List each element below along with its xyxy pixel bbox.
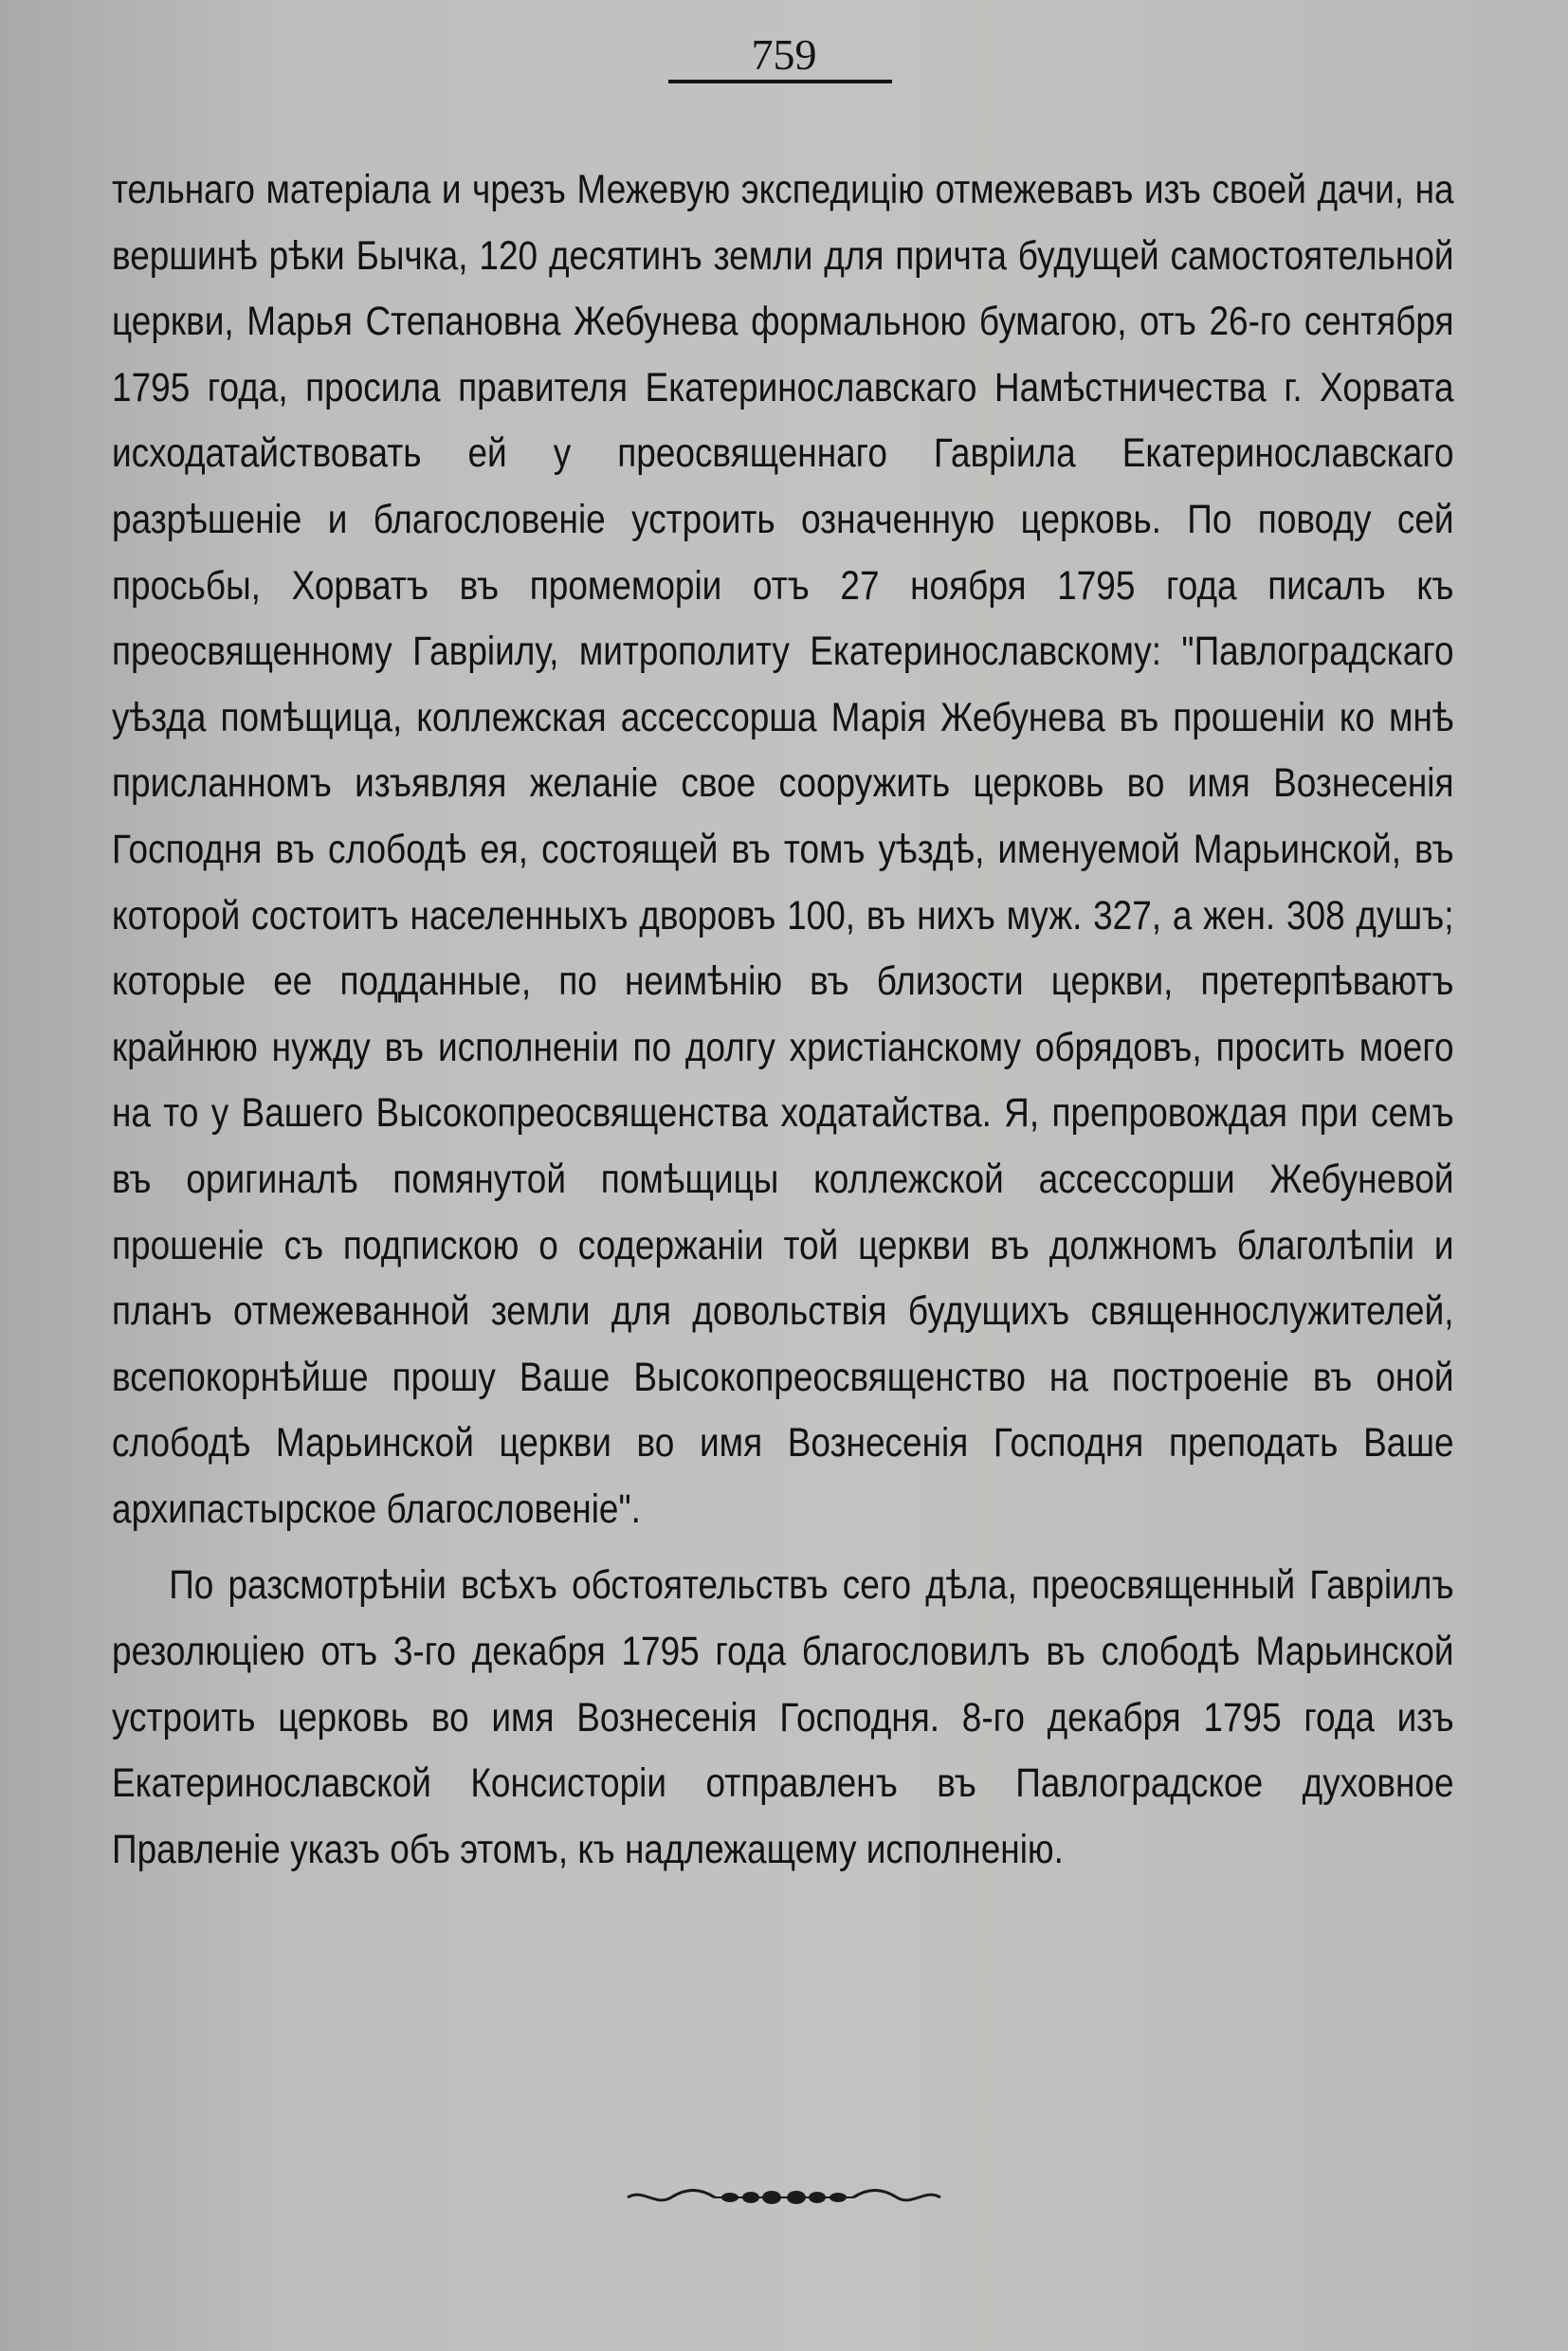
page-number: 759 bbox=[751, 30, 817, 79]
ornament-divider-icon bbox=[624, 2184, 944, 2211]
header-rule bbox=[668, 80, 892, 83]
paragraph-2: По разсмотрѣніи всѣхъ обстоятельствъ сего дѣла, преосвященный Гавріилъ резолюціею отъ 3-го декабря 1795 года благословилъ въ слободѣ Марьинской устроить церковь во имя Вознесенія Господня. 8-го декабря 1795 года изъ Екатеринославской Консисторіи отправленъ въ Павлоградское духовное Правленіе указъ объ этомъ, къ надлежащему исполненію. bbox=[112, 1562, 1454, 1872]
page-text bbox=[112, 157, 1454, 1883]
paragraph-1: тельнаго матеріала и чрезъ Межевую экспедицію отмежевавъ изъ своей дачи, на вершинѣ рѣки Бычка, 120 десятинъ земли для причта будущей самостоятельной церкви, Марья Степановна Жебунева формальною бумагою, отъ 26-го сентября 1795 года, просила правителя Екатеринославскаго Намѣстничества г. Хорвата исходатайствовать ей у преосвященнаго Гавріила Екатеринославскаго разрѣшеніе и благословеніе устроить означенную церковь. По поводу сей просьбы, Хорватъ въ промеморіи отъ 27 ноября 1795 года писалъ къ преосвященному Гавріилу, митрополиту Екатеринославскому: "Павлоградскаго уѣзда помѣщица, коллежская ассессорша Марія Жебунева въ прошеніи ко мнѣ присланномъ изъявляя желаніе свое сооружить церковь во имя Вознесенія Господня въ слободѣ ея, состоящей въ томъ уѣздѣ, именуемой Марьинской, въ которой состоитъ населенныхъ дворовъ 100, въ нихъ муж. 327, а жен. 308 душъ; которые ее подданные, по неимѣнію въ близости церкви, претерпѣваютъ крайнюю нужду въ исполненіи по долгу христіанскому обрядовъ, просить моего на то у Вашего Высокопреосвященства ходатайства. Я, препровождая при семъ въ оригиналѣ помянутой помѣщицы коллежской ассессорши Жебуневой прошеніе съ подпискою о содержаніи той церкви въ должномъ благолѣпіи и планъ отмежеванной земли для довольствія будущихъ священнослужителей, всепокорнѣйше прошу Ваше Высокопреосвященство на построеніе въ оной слободѣ Марьинской церкви во имя Вознесенія Господня преподать Ваше архипастырское благословеніе". bbox=[112, 167, 1454, 1532]
